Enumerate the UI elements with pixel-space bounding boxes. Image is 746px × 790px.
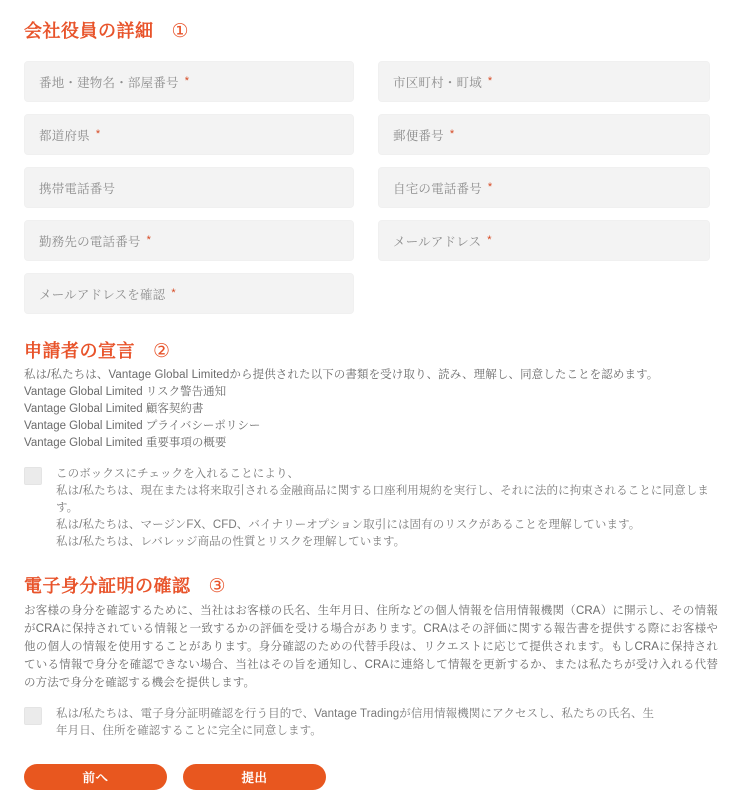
required-asterisk: * <box>95 127 101 140</box>
field-placeholder: 勤務先の電話番号 <box>39 234 141 249</box>
field-mobile-phone[interactable] <box>24 167 354 208</box>
consent-line: 私は/私たちは、マージンFX、CFD、バイナリーオプション取引には固有のリスクがあることを理解しています。 <box>56 519 641 531</box>
required-asterisk: * <box>146 233 151 246</box>
consent-paragraph: 私は/私たちは、電子身分証明確認を行う目的で、Vantage Tradingが信用情報機関にアクセスし、私たちの氏名、生年月日、住所を確認することに完全に同意します。 <box>56 708 655 737</box>
consent-line: 私は/私たちは、現在または将来取引される金融商品に関する口座利用規約を実行し、それに法的に拘束されることに同意します。 <box>56 485 709 514</box>
field-placeholder: 自宅の電話番号 <box>393 181 482 196</box>
field-email[interactable] <box>378 220 710 261</box>
section-title: 電子身分証明の確認 <box>24 576 191 596</box>
declaration-intro-block <box>24 367 722 452</box>
field-placeholder: メールアドレスを確認 <box>39 287 166 302</box>
field-placeholder: 番地・建物名・部屋番号 <box>39 75 179 90</box>
section-company-officer <box>24 0 722 314</box>
field-email-confirm[interactable] <box>24 273 354 314</box>
declaration-consent-checkbox[interactable] <box>24 467 42 485</box>
field-placeholder: メールアドレス <box>393 234 482 249</box>
field-placeholder: 都道府県 <box>39 128 90 143</box>
field-placeholder: 市区町村・町域 <box>393 75 482 90</box>
electronic-id-consent-text <box>56 706 656 740</box>
document-link-privacy-policy[interactable]: Vantage Global Limited プライバシーポリシー <box>24 420 261 432</box>
back-button[interactable]: 前へ <box>24 764 167 790</box>
electronic-id-consent-checkbox[interactable] <box>24 707 42 725</box>
field-placeholder: 郵便番号 <box>393 128 444 143</box>
declaration-intro-text: 私は/私たちは、Vantage Global Limitedから提供された以下の書類を受け取り、読み、理解し、同意したことを認めます。 <box>24 369 659 381</box>
section-title: 申請者の宣言 <box>24 341 135 361</box>
electronic-id-consent-row <box>24 706 722 740</box>
field-postal-code[interactable] <box>378 114 710 155</box>
section-heading-company-officer <box>24 22 722 41</box>
section-number-badge: ② <box>153 341 171 362</box>
document-link-client-agreement[interactable]: Vantage Global Limited 顧客契約書 <box>24 403 204 415</box>
electronic-id-body-block <box>24 602 722 692</box>
required-asterisk: * <box>449 127 455 140</box>
field-home-phone[interactable] <box>378 167 710 208</box>
section-applicant-declaration <box>24 314 722 551</box>
section-number-badge: ③ <box>208 576 227 597</box>
consent-line: このボックスにチェックを入れることにより、 <box>56 468 300 480</box>
document-link-key-facts[interactable]: Vantage Global Limited 重要事項の概要 <box>24 437 227 449</box>
consent-line: 私は/私たちは、レバレッジ商品の性質とリスクを理解しています。 <box>56 536 406 548</box>
required-asterisk: * <box>487 233 492 246</box>
declaration-consent-text <box>56 466 722 551</box>
electronic-id-body-text: お客様の身分を確認するために、当社はお客様の氏名、生年月日、住所などの個人情報を信用情報機関（CRA）に開示し、その情報がCRAに保持されている情報と一致するかの評価を受ける場合があります。CRAはその評価に関する報告書を提供する際にお客様や他の個人の情報を使用することがあります。身分確認のための代替手段は、リクエストに応じて提供されます。もしCRAに保持されている情報で身分を確認できない場合、当社はその旨を通知し、CRAに連絡して情報を更新するか、または私たちが受け入れる代替の方法で身分を確認する機会を提供します。 <box>24 605 718 689</box>
required-asterisk: * <box>171 286 176 299</box>
required-asterisk: * <box>487 74 493 87</box>
field-work-phone[interactable] <box>24 220 354 261</box>
document-link-risk-warning[interactable]: Vantage Global Limited リスク警告通知 <box>24 386 227 398</box>
section-heading-applicant-declaration <box>24 342 722 361</box>
field-street-building-room[interactable] <box>24 61 354 102</box>
section-number-badge: ① <box>171 21 190 42</box>
field-city-district[interactable] <box>378 61 710 102</box>
declaration-consent-row <box>24 466 722 551</box>
form-actions <box>24 764 722 790</box>
submit-button[interactable]: 提出 <box>183 764 326 790</box>
required-asterisk: * <box>487 180 493 193</box>
section-electronic-id-verification <box>24 551 722 740</box>
section-title: 会社役員の詳細 <box>24 21 154 41</box>
field-prefecture[interactable] <box>24 114 354 155</box>
field-placeholder: 携帯電話番号 <box>39 181 116 196</box>
required-asterisk: * <box>184 74 189 87</box>
section-heading-electronic-id <box>24 577 722 596</box>
officer-fields-grid <box>24 61 722 314</box>
